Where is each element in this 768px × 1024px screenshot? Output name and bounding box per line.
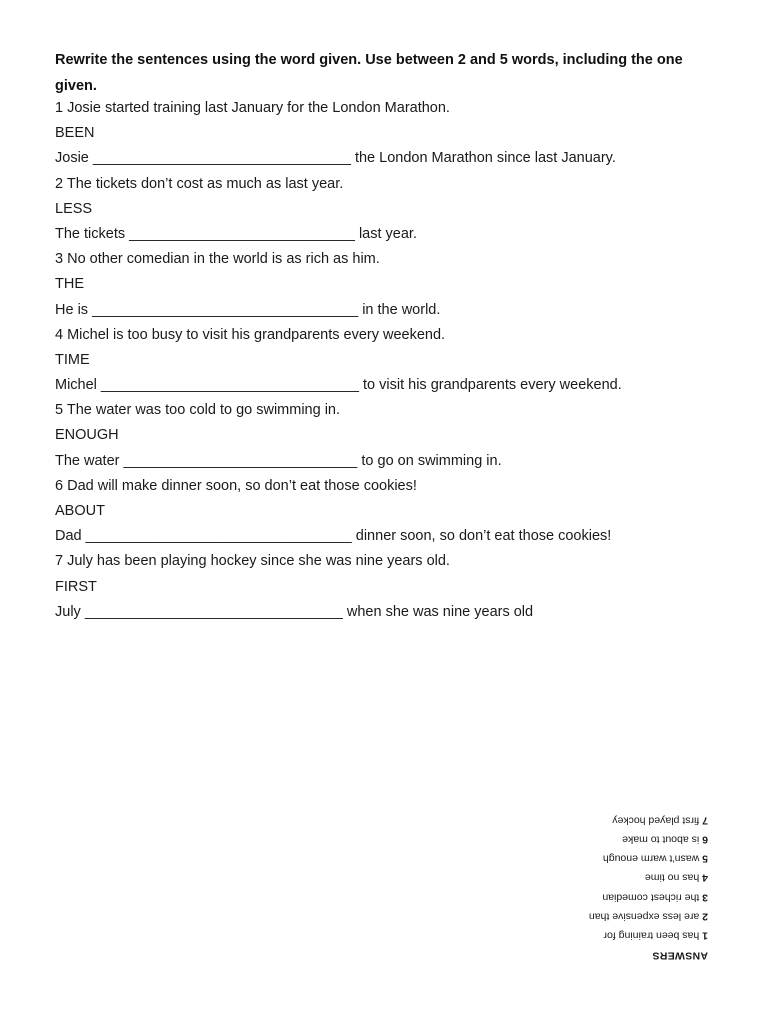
answer-item — [520, 848, 708, 867]
exercise-line: Dad _________________________________ dinner soon, so don’t eat those cookies! — [55, 528, 612, 545]
key-word: LESS — [55, 200, 93, 217]
answer-number: 1 — [702, 929, 708, 942]
exercise-line: He is _________________________________ in the world. — [55, 301, 441, 318]
answer-item — [520, 887, 708, 906]
answer-text: are less expensive than — [588, 910, 700, 923]
answer-item — [520, 925, 708, 944]
key-word: THE — [55, 276, 84, 293]
answer-text: wasn’t warm enough — [602, 852, 700, 865]
answer-item — [520, 906, 708, 925]
answer-text: has no time — [644, 871, 700, 884]
exercise-line: 1 Josie started training last January for the London Marathon. — [55, 100, 450, 116]
answer-text: the richest comedian — [602, 891, 700, 904]
answer-number: 3 — [702, 891, 708, 904]
key-word: TIME — [55, 351, 90, 368]
exercise-line: The tickets ____________________________ last year. — [55, 225, 417, 242]
answer-item — [520, 829, 708, 848]
answer-text: first played hockey — [612, 814, 700, 827]
answer-number: 7 — [702, 814, 708, 827]
exercise-line: 3 No other comedian in the world is as rich as him. — [55, 251, 380, 268]
key-word: BEEN — [55, 125, 95, 142]
answer-number: 5 — [702, 852, 708, 865]
exercise-line: The water _____________________________ to go on swimming in. — [55, 452, 502, 469]
answer-text: is about to make — [622, 833, 700, 846]
exercise-lines — [55, 96, 735, 625]
instructions-heading: Rewrite the sentences using the word given. Use between 2 and 5 words, including the one given. — [55, 52, 683, 94]
exercise-line: Michel ________________________________ to visit his grandparents every weekend. — [55, 377, 622, 394]
key-word: ABOUT — [55, 503, 105, 519]
exercise-line: 2 The tickets don’t cost as much as last year. — [55, 175, 344, 192]
answer-number: 2 — [702, 910, 708, 923]
answer-key-upside-down — [520, 810, 708, 965]
answer-number: 6 — [702, 833, 708, 846]
answer-number: 4 — [702, 871, 708, 884]
key-word: FIRST — [55, 578, 97, 595]
answer-item — [520, 868, 708, 887]
key-word: ENOUGH — [55, 427, 119, 444]
exercise-line: Josie ________________________________ the London Marathon since last January. — [55, 150, 616, 167]
exercise-line: 5 The water was too cold to go swimming in. — [55, 402, 341, 419]
exercise-line: 4 Michel is too busy to visit his grandparents every weekend. — [55, 326, 446, 343]
exercise-line: 6 Dad will make dinner soon, so don’t eat those cookies! — [55, 477, 417, 494]
exercise-line: July ________________________________ when she was nine years old — [55, 603, 534, 620]
answers-title: ANSWERS — [652, 949, 708, 962]
exercise-line: 7 July has been playing hockey since she was nine years old. — [55, 553, 450, 570]
answer-text: has been training for — [603, 929, 700, 942]
answer-item — [520, 810, 708, 829]
